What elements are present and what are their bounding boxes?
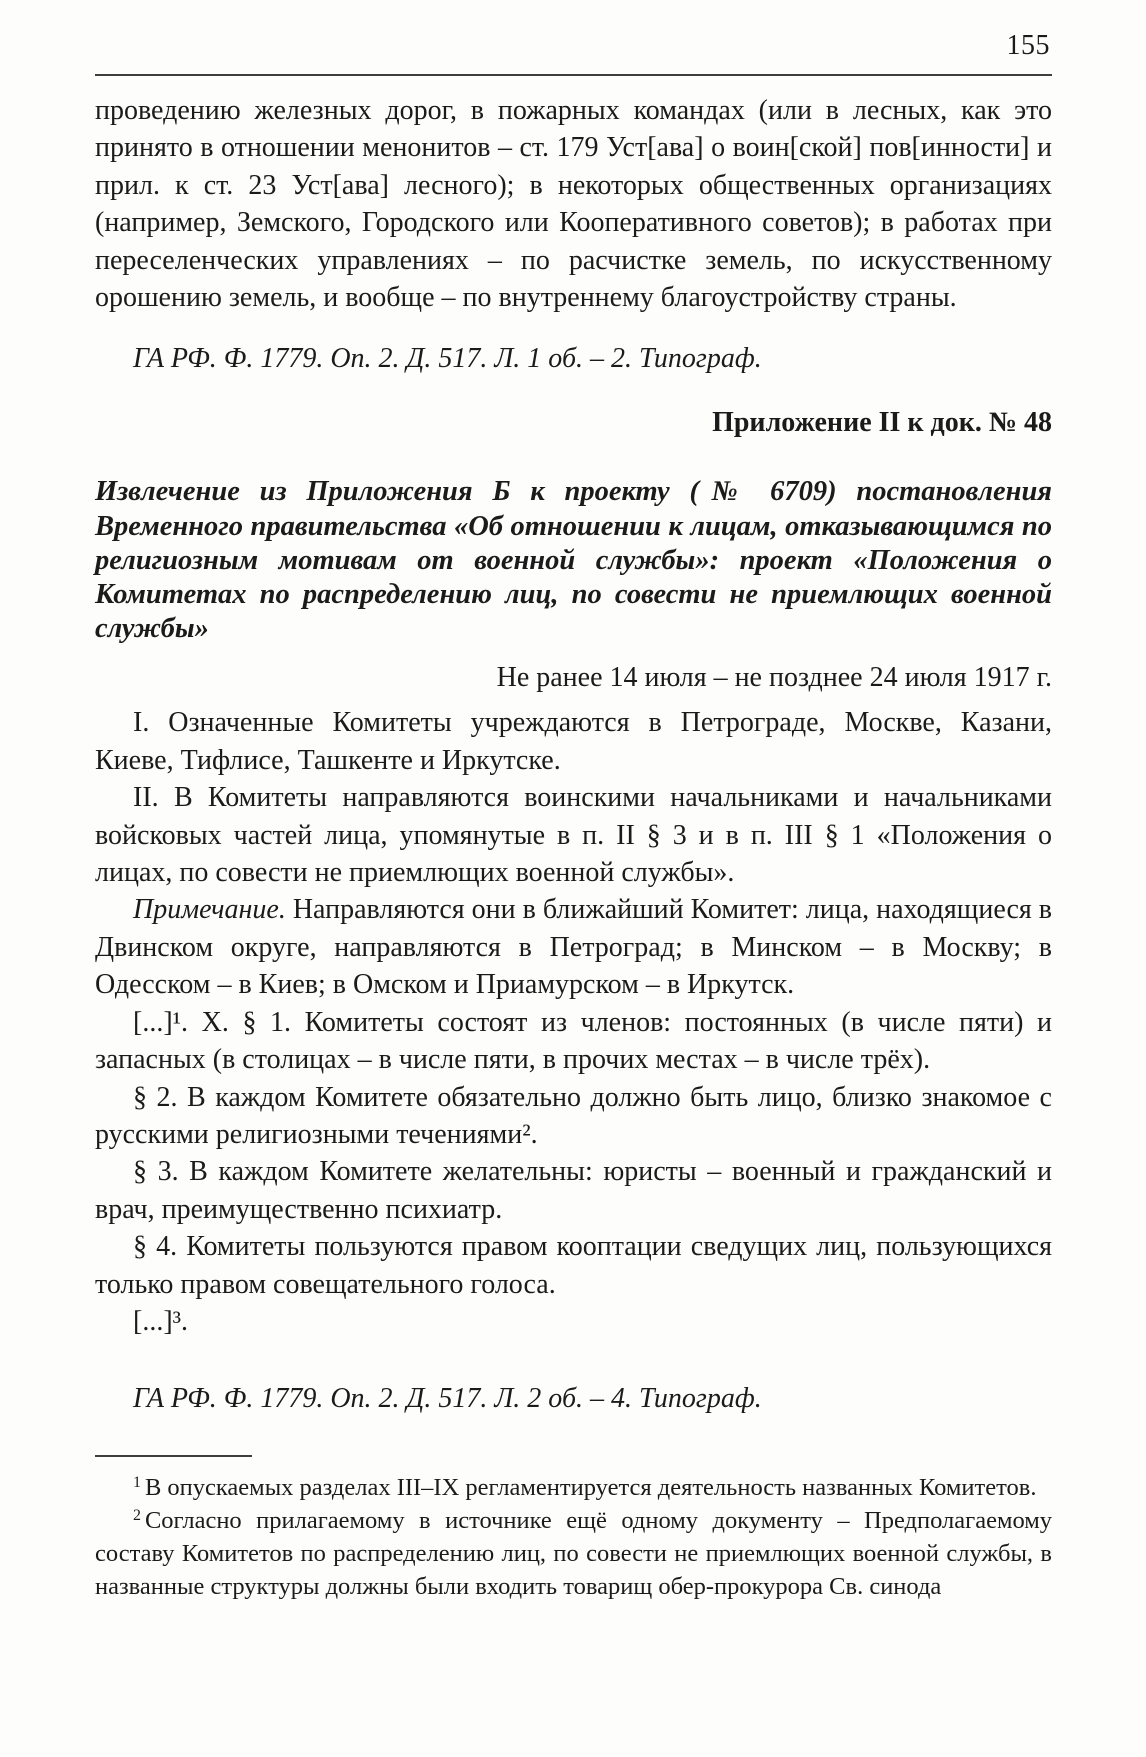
section-note [95,891,1052,1003]
note-lead-label: Примечание. [133,894,286,926]
page-header [95,0,1052,76]
section-item-2: II. В Комитеты направляются воинскими начальниками и начальниками войсковых частей лица, упомянутые в п. II § 3 и в п. III § 1 «Положения о лицах, по совести не приемлющих военной службы». [95,782,1052,889]
section-ellipsis: [...]³. [133,1305,189,1337]
section-item-p3: § 3. В каждом Комитете желательны: юристы – военный и гражданский и врач, преимущественно психиатр. [95,1156,1052,1225]
appendix-heading: Приложение II к док. № 48 [712,407,1052,439]
section-item-p2: § 2. В каждом Комитете обязательно должно быть лицо, близко знакомое с русскими религиозными течениями². [95,1081,1052,1150]
section-item-x1: [...]¹. X. § 1. Комитеты состоят из членов: постоянных (в числе пяти) и запасных (в столицах – в числе пяти, в прочих местах – в числе трёх). [95,1006,1052,1076]
footnote-divider [95,1455,252,1457]
footnote-1-text: В опускаемых разделах III–IX регламентируется деятельность названных Комитетов. [144,1474,1037,1502]
archive-citation-2: ГА РФ. Ф. 1779. Оп. 2. Д. 517. Л. 2 об. – 4. Типограф. [133,1383,762,1415]
opening-paragraph: проведению железных дорог, в пожарных командах (или в лесных, как это принято в отношении менонитов – ст. 179 Уст[ава] о воин[ской] пов[инности] и прил. к ст. 23 Уст[ава] лесного); в некоторых общественных организациях (например, Земского, Городского или Кооперативного советов); в работах при переселенческих управлениях – по расчистке земель, по искусственному орошению земель, и вообще – по внутреннему благоустройству страны. [95,95,1052,314]
section-item-p4: § 4. Комитеты пользуются правом кооптации сведущих лиц, пользующихся только правом совещательного голоса. [95,1231,1052,1300]
document-body [95,704,1052,1340]
footnote-1-marker: 1 [133,1473,141,1491]
footnotes [95,1471,1052,1603]
footnote-1 [95,1471,1052,1504]
footnote-2 [95,1504,1052,1603]
footnote-2-text: Согласно прилагаемому в источнике ещё одному документу – Предполагаемому составу Комитетов по распределению лиц, по совести не приемлющих военной службы, в названные структуры должны были входить товарищ обер-прокурора Св. синода [95,1507,1052,1601]
archive-citation-1: ГА РФ. Ф. 1779. Оп. 2. Д. 517. Л. 1 об. – 2. Типограф. [133,343,762,375]
footnote-2-marker: 2 [133,1506,141,1524]
page-number: 155 [1006,30,1050,61]
document-title: Извлечение из Приложения Б к проекту (№ 6709) постановления Временного правительства «Об отношении к лицам, отказывающимся по религиозным мотивам от военной службы»: проект «Положения о Комитетах по распределению лиц, по совести не приемлющих военной службы» [95,476,1052,645]
section-item-1: I. Означенные Комитеты учреждаются в Петрограде, Москве, Казани, Киеве, Тифлисе, Ташкенте и Иркутске. [95,707,1052,776]
note-text: Направляются они в ближайший Комитет: лица, находящиеся в Двинском округе, направляются в Петроград; в Минском – в Москву; в Одесском – в Киев; в Омском и Приамурском – в Иркутск. [95,894,1052,1001]
page-content [95,0,1052,1603]
date-line: Не ранее 14 июля – не позднее 24 июля 1917 г. [496,662,1052,694]
